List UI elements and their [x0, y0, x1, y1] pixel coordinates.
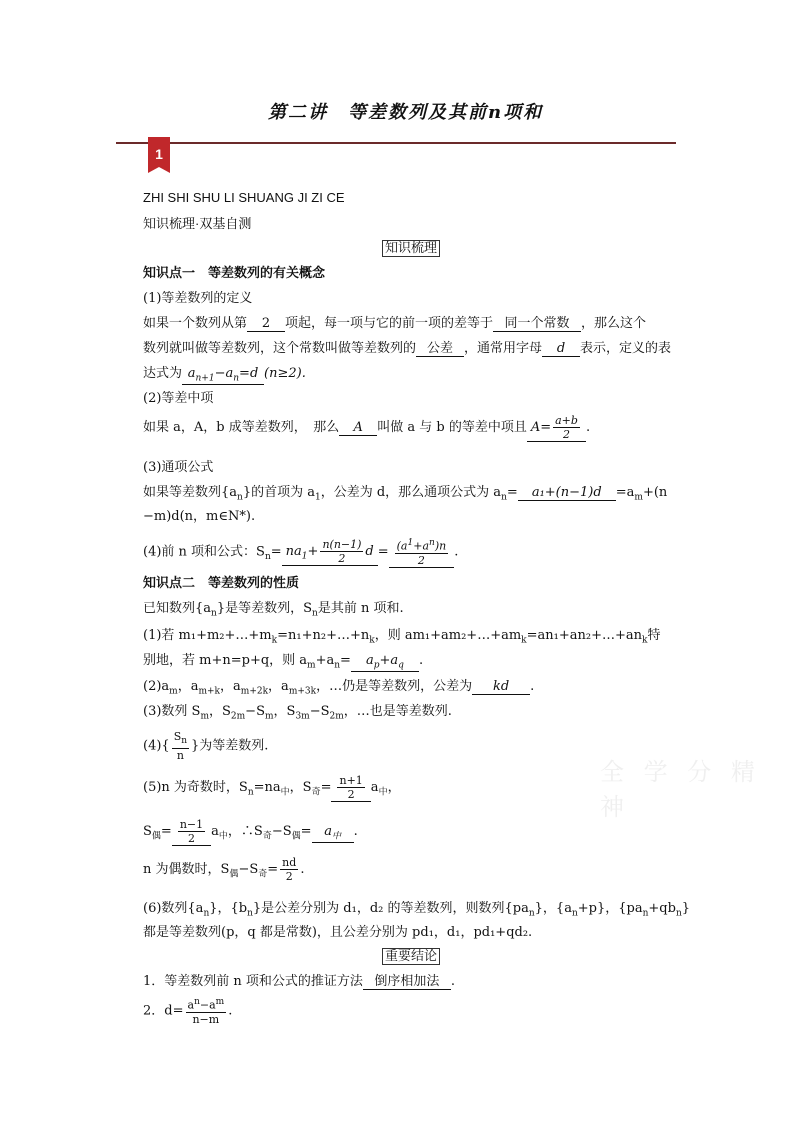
conclusion-2: 2．d= $\frac{a^n-a^m}{n-m}$ . [143, 997, 233, 1026]
property-6-line-1: (6)数列$\{a_n\}$，$\{b_n\}$是公差分别为 d₁，d₂ 的等差数列，则数列$\{pa_n\}$，$\{a_n+p\}$，$\{pa_n+qb_n\}$ [143, 901, 691, 919]
header-rule [116, 142, 676, 144]
sum-formula-line: (4)前 n 项和公式：$S_n= na_1+$ $\frac{n(n-1)}{2}$ d = $\frac{(a^1+a^n)n}{2}$ . [143, 538, 459, 567]
section-pinyin: ZHI SHI SHU LI SHUANG JI ZI CE [143, 190, 345, 205]
property-5-line-3: n 为偶数时，$S_偶-S_奇=$ $\frac{nd}{2}$ . [143, 856, 305, 883]
watermark: 全 学 分 精 神 [600, 758, 761, 821]
conclusion-1: 1．等差数列前 n 项和公式的推证方法 倒序相加法 . [143, 970, 455, 990]
page-title: 第二讲 等差数列及其前n项和 [268, 102, 544, 123]
section-name: 知识梳理·双基自测 [143, 216, 252, 231]
property-5-line-1: (5)n 为奇数时，$S_n=na_中$，$S_奇=$ $\frac{n+1}{2}$ $a_中$， [143, 774, 401, 801]
arithmetic-mean-line: 如果 a，A，b 成等差数列， 那么 A 叫做 a 与 b 的等差中项且 A= $\frac{a+b}{2}$ . [143, 414, 591, 441]
subheading-definition: (1)等差数列的定义 [143, 291, 253, 306]
definition-line-1: 如果一个数列从第 2 项起，每一项与它的前一项的差等于 同一个常数 ，那么这个 [143, 312, 646, 332]
property-1-line-1: (1)若 $m_1+m_2+\dots+m_k=n_1+n_2+\dots+n_k$，则 $am_1+am_2+\dots+am_k=an_1+an_2+\dots+an_k$特 [143, 628, 661, 646]
property-2: $(2)a_m$，$a_{m+k}$，$a_{m+2k}$，$a_{m+3k}$，…仍是等差数列，公差为 kd . [143, 679, 535, 697]
subheading-arithmetic-mean: (2)等差中项 [143, 391, 214, 406]
property-1-line-2: 别地，若 m+n=p+q，则 $a_m+a_n= a_p+a_q$ . [143, 653, 424, 671]
property-4: (4){ $\frac{S_n}{n}$ }为等差数列. [143, 730, 269, 763]
box-heading-conclusions: 重要结论 [382, 945, 440, 964]
property-5-line-2: $S_偶=$ $\frac{n-1}{2}$ $a_中$，$\therefore S_奇-S_偶= a_中$ . [143, 818, 358, 845]
box-heading-knowledge: 知识梳理 [382, 237, 440, 256]
general-term-line-2: −m)d(n，m∈N*). [143, 509, 256, 524]
section-number-badge [148, 137, 170, 173]
definition-line-2: 数列就叫做等差数列，这个常数叫做等差数列的 公差 ，通常用字母 d 表示，定义的表 [143, 337, 671, 357]
subheading-general-term: (3)通项公式 [143, 460, 214, 475]
definition-line-3: 达式为 $a_{n+1}-a_n=d$ (n≥2). [143, 366, 306, 384]
properties-intro: 已知数列$\{a_n\}$是等差数列，$S_n$是其前 n 项和. [143, 601, 404, 619]
knowledge-point-2: 知识点二 等差数列的性质 [143, 576, 300, 591]
knowledge-point-1: 知识点一 等差数列的有关概念 [143, 266, 326, 281]
property-3: (3)数列 $S_m$，$S_{2m}-S_m$，$S_{3m}-S_{2m}$，…也是等差数列. [143, 704, 452, 722]
general-term-line-1: 如果等差数列$\{a_n\}$的首项为 $a_1$，公差为 d，那么通项公式为 $a_n= a_1+(n-1)d =a_m+(n$ [143, 485, 668, 503]
badge-number: 1 [155, 146, 163, 162]
property-6-line-2: 都是等差数列(p，q 都是常数)，且公差分别为 pd₁，d₁，pd₁+qd₂. [143, 925, 533, 940]
